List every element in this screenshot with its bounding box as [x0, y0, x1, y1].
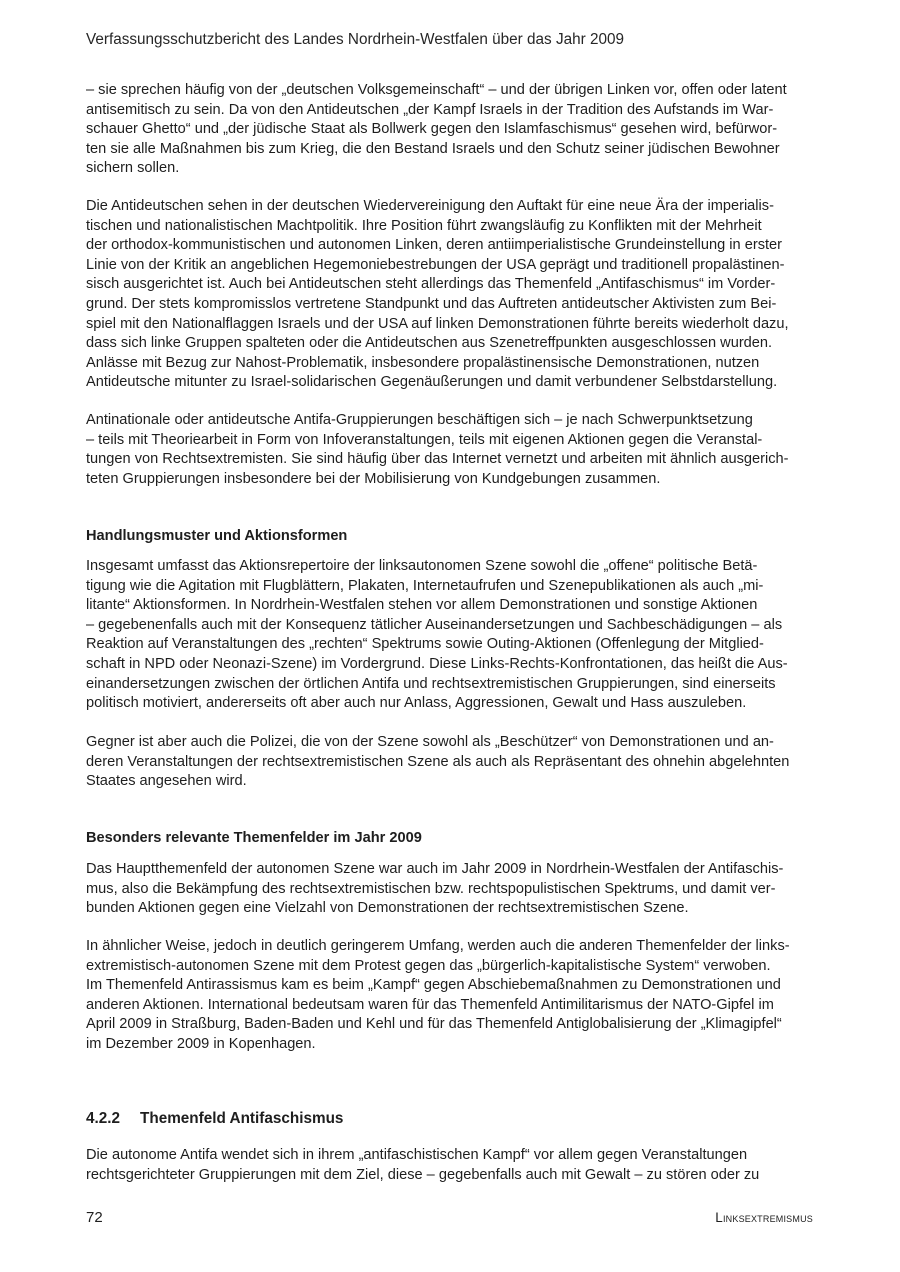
paragraph-8 — [86, 1146, 759, 1185]
text-line: antisemitisch zu sein. Da von den Antideutschen „der Kampf Israels in der Tradition des Aufstands im War- — [86, 101, 774, 118]
paragraph-4 — [86, 557, 788, 714]
text-line: tigung wie die Agitation mit Flugblättern, Plakaten, Internetaufrufen und Szenepublikationen als auch „mi- — [86, 577, 764, 594]
text-line: rechtsgerichteter Gruppierungen mit dem Ziel, diese – gegebenfalls auch mit Gewalt – zu stören oder zu — [86, 1166, 760, 1183]
text-line: spiel mit den Nationalflaggen Israels und der USA auf linken Demonstrationen führte bereits wiederholt dazu, — [86, 315, 789, 332]
text-line: anderen Aktionen. International bedeutsam waren für das Themenfeld Antimilitarismus der NATO-Gipfel im — [86, 996, 774, 1013]
chapter-label: Linksextremismus — [715, 1210, 813, 1225]
paragraph-6 — [86, 860, 783, 919]
text-line: sisch ausgerichtet ist. Auch bei Antideutschen steht allerdings das Themenfeld „Antifaschismus“ im Vorder- — [86, 276, 776, 293]
text-line: einandersetzungen zwischen der örtlichen Antifa und rechtsextremistischen Gruppierungen, sind einerseits — [86, 675, 776, 692]
text-line: Antinationale oder antideutsche Antifa-Gruppierungen beschäftigen sich – je nach Schwerpunktsetzung — [86, 412, 753, 428]
page-number: 72 — [86, 1209, 103, 1226]
text-line: politisch motiviert, andererseits oft aber auch nur Anlass, Aggressionen, Gewalt und Hass auszuleben. — [86, 695, 747, 712]
text-line: mus, also die Bekämpfung des rechtsextremistischen bzw. rechtspopulistischen Spektrums, und damit ver- — [86, 880, 776, 897]
text-line: Staates angesehen wird. — [86, 773, 247, 790]
text-line: tungen von Rechtsextremisten. Sie sind häufig über das Internet vernetzt und arbeiten mit ähnlich ausgerich- — [86, 451, 789, 468]
text-line: – teils mit Theoriearbeit in Form von Infoveranstaltungen, teils mit eigenen Aktionen gegen die Veranstal- — [86, 431, 763, 448]
paragraph-3 — [86, 411, 789, 489]
section-heading — [86, 1109, 343, 1129]
paragraph-7 — [86, 937, 790, 1055]
text-line: dass sich linke Gruppen spalteten oder die Antideutschen aus Szenetreffpunkten ausgeschlossen wurden. — [86, 335, 773, 352]
paragraph-5 — [86, 733, 789, 792]
text-line: Reaktion auf Veranstaltungen des „rechten“ Spektrums sowie Outing-Aktionen (Offenlegung der Mitglied- — [86, 636, 764, 653]
text-line: Linie von der Kritik an angeblichen Hegemoniebestrebungen der USA geprägt und traditionell propalästinen- — [86, 256, 785, 273]
subheading-themenfelder: Besonders relevante Themenfelder im Jahr 2009 — [86, 830, 422, 846]
text-line: Im Themenfeld Antirassismus kam es beim „Kampf“ gegen Abschiebemaßnahmen zu Demonstrationen und — [86, 977, 781, 994]
text-line: Die Antideutschen sehen in der deutschen Wiedervereinigung den Auftakt für eine neue Ära der imperialis- — [86, 198, 774, 214]
text-line: schauer Ghetto“ und „der jüdische Staat als Bollwerk gegen den Islamfaschismus“ gesehen wird, befürwor- — [86, 121, 778, 138]
running-header: Verfassungsschutzbericht des Landes Nordrhein-Westfalen über das Jahr 2009 — [86, 31, 624, 48]
text-line: ten sie alle Maßnahmen bis zum Krieg, die den Bestand Israels und den Schutz seiner jüdischen Bewohner — [86, 140, 780, 157]
text-line: sichern sollen. — [86, 160, 180, 177]
text-line: Anlässe mit Bezug zur Nahost-Problematik, insbesondere propalästinensische Demonstrationen, nutzen — [86, 354, 760, 371]
subheading-handlungsmuster: Handlungsmuster und Aktionsformen — [86, 528, 348, 544]
section-number: 4.2.2 — [86, 1110, 121, 1127]
text-line: In ähnlicher Weise, jedoch in deutlich geringerem Umfang, werden auch die anderen Themenfelder der links- — [86, 938, 790, 954]
text-line: bunden Aktionen gegen eine Vielzahl von Demonstrationen der rechtsextremistischen Szene. — [86, 900, 689, 917]
text-line: Insgesamt umfasst das Aktionsrepertoire der linksautonomen Szene sowohl die „offene“ politische Betä- — [86, 558, 758, 574]
text-line: grund. Der stets kompromisslos vertretene Standpunkt und das Auftreten antideutscher Aktivisten zum Bei- — [86, 295, 777, 312]
text-line: Die autonome Antifa wendet sich in ihrem „antifaschistischen Kampf“ vor allem gegen Veranstaltungen — [86, 1147, 748, 1163]
text-line: Gegner ist aber auch die Polizei, die von der Szene sowohl als „Beschützer“ von Demonstrationen und an- — [86, 734, 774, 750]
text-line: deren Veranstaltungen der rechtsextremistischen Szene als auch als Repräsentant des ohnehin abgelehnten — [86, 753, 790, 770]
section-title: Themenfeld Antifaschismus — [140, 1110, 344, 1127]
text-line: litante“ Aktionsformen. In Nordrhein-Westfalen stehen vor allem Demonstrationen und sonstige Aktionen — [86, 597, 758, 614]
text-line: – gegebenenfalls auch mit der Konsequenz tätlicher Auseinandersetzungen und Sachbeschädigungen – als — [86, 616, 783, 633]
text-line: – sie sprechen häufig von der „deutschen Volksgemeinschaft“ – und der übrigen Linken vor, offen oder latent — [86, 82, 787, 98]
text-line: schaft in NPD oder Neonazi-Szene) im Vordergrund. Diese Links-Rechts-Konfrontationen, das heißt die Aus- — [86, 655, 788, 672]
text-line: extremistisch-autonomen Szene mit dem Protest gegen das „bürgerlich-kapitalistische System“ verwoben. — [86, 957, 771, 974]
text-line: Antideutsche mitunter zu Israel-solidarischen Gegenäußerungen und damit verbundener Selbstdarstellung. — [86, 374, 778, 391]
text-line: der orthodox-kommunistischen und autonomen Linken, deren antiimperialistische Grundeinstellung in erster — [86, 237, 783, 254]
text-line: April 2009 in Straßburg, Baden-Baden und Kehl und für das Themenfeld Antiglobalisierung der „Klimagipfel“ — [86, 1016, 782, 1033]
text-line: Das Hauptthemenfeld der autonomen Szene war auch im Jahr 2009 in Nordrhein-Westfalen der Antifaschis- — [86, 861, 784, 877]
text-line: im Dezember 2009 in Kopenhagen. — [86, 1035, 316, 1052]
paragraph-1 — [86, 81, 787, 179]
paragraph-2 — [86, 197, 789, 393]
text-line: tischen und nationalistischen Machtpolitik. Ihre Position führt zwangsläufig zu Konflikten mit der Mehrheit — [86, 217, 762, 234]
text-line: teten Gruppierungen insbesondere bei der Mobilisierung von Kundgebungen zusammen. — [86, 470, 661, 487]
